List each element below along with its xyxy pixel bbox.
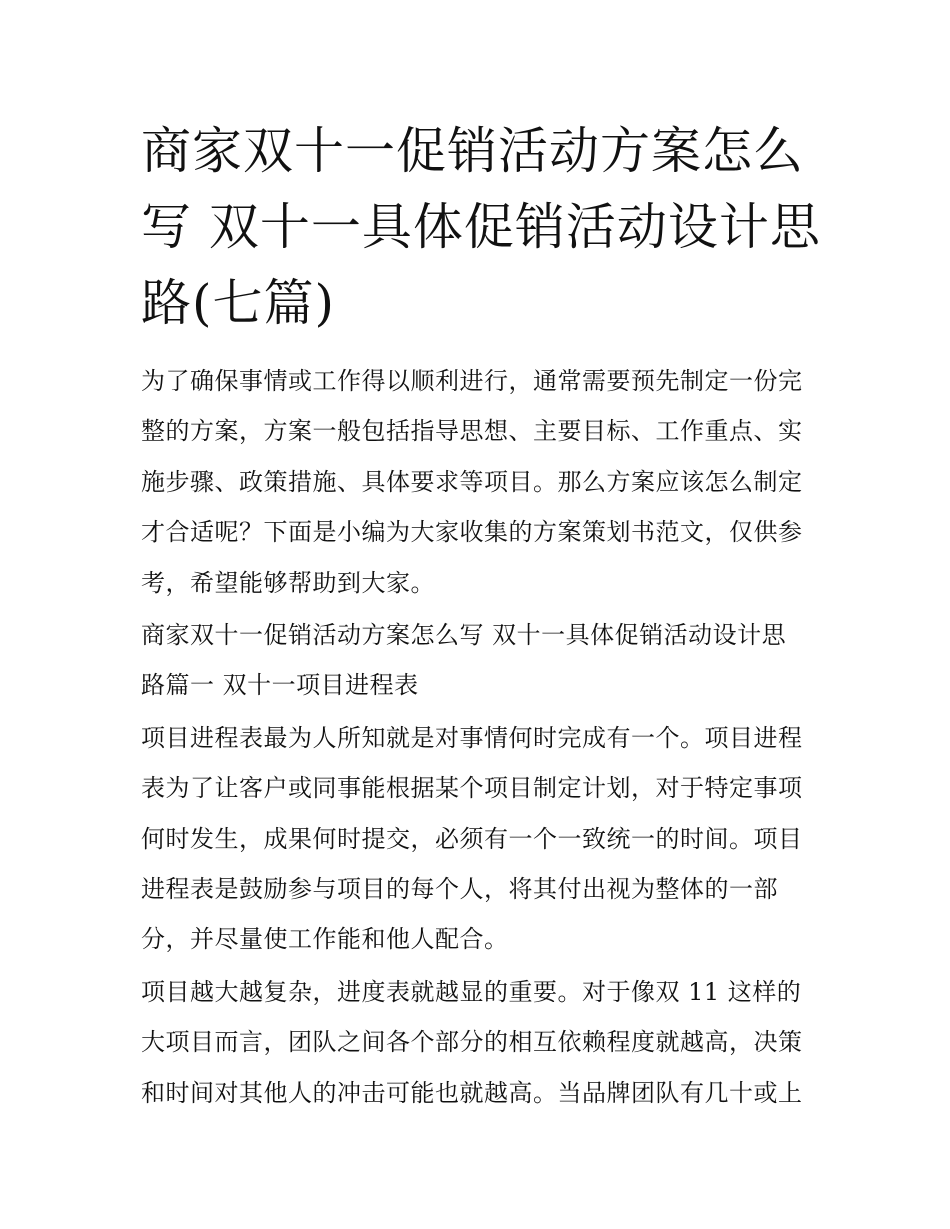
body-paragraph (141, 967, 831, 1118)
text-line: 为了确保事情或工作得以顺利进行，通常需要预先制定一份完 (141, 367, 803, 395)
title-line: 路(七篇) (141, 274, 336, 332)
text-line: 施步骤、政策措施、具体要求等项目。那么方案应该怎么制定 (141, 467, 803, 496)
text-line: 和时间对其他人的冲击可能也就越高。当品牌团队有几十或上 (141, 1078, 803, 1107)
text-line: 路篇一 双十一项目进程表 (141, 671, 419, 700)
text-line: 分，并尽量使工作能和他人配合。 (141, 925, 509, 954)
intro-paragraph (141, 356, 831, 608)
text-line: 才合适呢？下面是小编为大家收集的方案策划书范文，仅供参 (141, 518, 803, 547)
text-line: 表为了让客户或同事能根据某个项目制定计划，对于特定事项 (141, 774, 803, 803)
body-paragraph (141, 713, 831, 965)
document-title (141, 113, 821, 341)
text-line: 大项目而言，团队之间各个部分的相互依赖程度就越高，决策 (141, 1028, 803, 1057)
text-line: 考，希望能够帮助到大家。 (141, 568, 435, 597)
text-line: 项目越大越复杂，进度表就越显的重要。对于像双 11 这样的 (141, 977, 802, 1006)
title-line: 商家双十一促销活动方案怎么 (141, 122, 804, 180)
document-body (141, 356, 831, 1120)
text-line: 整的方案，方案一般包括指导思想、主要目标、工作重点、实 (141, 417, 803, 446)
title-line: 写 双十一具体促销活动设计思 (141, 198, 821, 256)
text-line: 何时发生，成果何时提交，必须有一个一致统一的时间。项目 (141, 824, 803, 853)
text-line: 进程表是鼓励参与项目的每个人，将其付出视为整体的一部 (141, 875, 778, 904)
text-line: 商家双十一促销活动方案怎么写 双十一具体促销活动设计思 (141, 621, 787, 650)
section-heading-paragraph (141, 610, 831, 711)
text-line: 项目进程表最为人所知就是对事情何时完成有一个。项目进程 (141, 723, 803, 752)
